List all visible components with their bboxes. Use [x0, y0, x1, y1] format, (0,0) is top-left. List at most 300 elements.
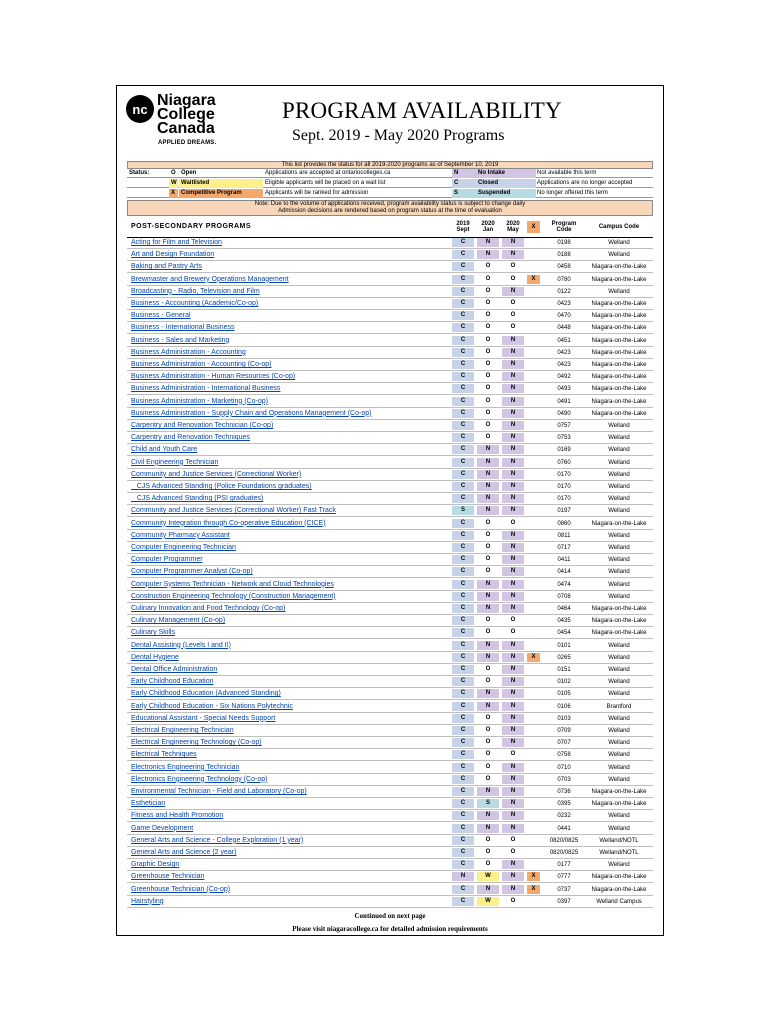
table-row — [127, 444, 653, 456]
program-link[interactable]: Culinary Innovation and Food Technology (Co-op) — [131, 605, 286, 612]
program-link[interactable]: Early Childhood Education (Advanced Standing) — [131, 690, 281, 698]
status-jan: O — [485, 629, 491, 636]
status-jan: N — [477, 653, 499, 662]
status-may: N — [502, 494, 524, 503]
status-sept: C — [452, 372, 474, 381]
status-jan: O — [485, 861, 491, 868]
program-link[interactable]: Computer Programmer Analyst (Co-op) — [131, 568, 253, 576]
program-code: 0423 — [557, 362, 571, 368]
program-code: 0492 — [557, 374, 571, 381]
status-may: N — [502, 677, 524, 686]
campus-code: Niagara-on-the-Lake — [591, 886, 647, 893]
table-row — [127, 664, 653, 676]
status-may: O — [510, 897, 516, 904]
program-code: 0423 — [557, 301, 571, 307]
status-may: N — [502, 592, 524, 601]
status-jan: O — [485, 324, 491, 331]
status-may: N — [502, 665, 524, 674]
status-sept: C — [452, 665, 474, 674]
campus-code: Niagara-on-the-Lake — [591, 520, 647, 527]
table-row — [127, 786, 653, 798]
status-sept: C — [452, 848, 474, 857]
status-may: N — [502, 689, 524, 698]
status-jan: O — [485, 531, 491, 538]
status-may: N — [502, 811, 524, 820]
status-sept: C — [452, 689, 474, 698]
status-may: O — [510, 263, 516, 270]
campus-code: Welland — [608, 654, 630, 661]
program-link[interactable]: General Arts and Science - College Exploration (1 year) — [131, 836, 304, 844]
status-jan: O — [485, 409, 491, 416]
program-link[interactable]: Business Administration - Accounting — [131, 348, 246, 356]
campus-code: Niagara-on-the-Lake — [591, 374, 647, 381]
status-jan: O — [485, 275, 491, 282]
program-code: 0717 — [557, 545, 571, 551]
legend-code: C — [452, 179, 476, 188]
status-sept: C — [452, 580, 474, 589]
status-may: N — [502, 360, 524, 369]
table-row — [127, 676, 653, 688]
campus-code: Welland — [608, 691, 630, 698]
status-sept: C — [452, 421, 474, 430]
status-jan: N — [477, 445, 499, 454]
status-jan: O — [485, 348, 491, 355]
status-jan: N — [477, 702, 499, 711]
logo-wordmark — [157, 94, 267, 136]
status-may: N — [502, 409, 524, 418]
status-jan: O — [485, 373, 491, 380]
table-row — [127, 566, 653, 578]
table-row — [127, 249, 653, 261]
header-campus-code: Campus Code — [598, 224, 640, 230]
program-code: 0760 — [557, 459, 571, 466]
page-subtitle: Sept. 2019 - May 2020 Programs — [292, 127, 505, 144]
legend-row — [127, 169, 653, 178]
status-jan: N — [477, 506, 499, 515]
campus-code: Welland — [608, 862, 630, 869]
campus-code: Welland — [608, 679, 630, 686]
program-link[interactable]: Business - Sales and Marketing — [131, 336, 230, 344]
status-may: N — [502, 555, 524, 564]
status-sept: C — [452, 445, 474, 454]
program-code: 0170 — [557, 484, 571, 490]
program-code: 0169 — [557, 447, 571, 454]
status-may: N — [502, 445, 524, 454]
status-jan: O — [485, 434, 491, 441]
status-sept: C — [452, 763, 474, 772]
program-link[interactable]: Construction Engineering Technology (Construction Management) — [131, 592, 336, 600]
program-link[interactable]: Electrical Engineering Technician — [131, 727, 234, 734]
status-may: N — [502, 458, 524, 467]
status-may: N — [502, 604, 524, 613]
campus-code: Niagara-on-the-Lake — [591, 410, 647, 417]
program-code: 0811 — [557, 532, 571, 539]
program-link[interactable]: Electrical Engineering Technology (Co-op) — [131, 739, 262, 747]
program-link[interactable]: Brewmaster and Brewery Operations Management — [131, 275, 289, 283]
campus-code: Welland — [608, 581, 630, 588]
status-jan: O — [485, 312, 491, 319]
campus-code: Welland — [608, 776, 630, 783]
header-jan: 2020 Jan — [481, 221, 495, 233]
table-row — [127, 286, 653, 298]
visit-note: Please visit niagaracollege.ca for detailed admission requirements — [292, 925, 488, 933]
status-sept: C — [452, 519, 474, 528]
table-row — [127, 884, 653, 896]
status-sept: C — [452, 726, 474, 735]
program-link[interactable]: Business - General — [131, 312, 191, 320]
status-jan: O — [485, 422, 491, 428]
status-may: N — [502, 775, 524, 784]
program-code: 0758 — [557, 752, 571, 759]
campus-code: Welland — [608, 288, 630, 295]
status-may: N — [502, 384, 524, 393]
table-row — [127, 652, 653, 664]
campus-code: Niagara-on-the-Lake — [591, 349, 647, 356]
header-may: 2020 May — [506, 221, 520, 233]
status-sept: C — [452, 641, 474, 650]
campus-code: Welland — [608, 471, 630, 478]
table-row — [127, 579, 653, 591]
program-link[interactable]: Carpentry and Renovation Techniques — [131, 434, 250, 442]
table-row — [127, 408, 653, 420]
program-link[interactable]: Community Pharmacy Assistant — [131, 531, 230, 539]
program-code: 0820/0825 — [549, 837, 579, 844]
status-may: N — [502, 506, 524, 515]
table-row — [127, 762, 653, 774]
status-may: N — [502, 336, 524, 345]
program-code: 0757 — [557, 423, 571, 429]
program-link[interactable]: Broadcasting - Radio, Television and Film — [131, 287, 260, 295]
status-sept: C — [452, 433, 474, 442]
status-sept: C — [452, 702, 474, 711]
program-link[interactable]: Computer Engineering Technician — [131, 544, 236, 551]
program-link[interactable]: Community and Justice Services (Correctional Worker) Fast Track — [131, 507, 336, 515]
program-link[interactable]: Early Childhood Education - Six Nations Polytechnic — [131, 702, 293, 710]
campus-code: Niagara-on-the-Lake — [591, 874, 647, 881]
header-programs: POST-SECONDARY PROGRAMS — [131, 223, 252, 230]
status-may: N — [502, 885, 524, 894]
program-link[interactable]: Game Development — [131, 824, 194, 832]
status-may: N — [502, 787, 524, 796]
status-sept: C — [452, 409, 474, 418]
campus-code: Welland — [608, 252, 630, 259]
program-link[interactable]: Carpentry and Renovation Technician (Co-op) — [131, 422, 274, 429]
status-may: N — [502, 372, 524, 381]
table-row — [127, 322, 653, 334]
status-may: N — [502, 714, 524, 723]
legend-status-label: Status: — [129, 170, 150, 176]
status-jan: N — [477, 580, 499, 589]
legend-code: S — [452, 189, 476, 198]
campus-code: Welland — [608, 715, 630, 722]
program-code: 0151 — [557, 667, 571, 673]
status-jan: O — [485, 666, 491, 672]
program-code: 0454 — [557, 630, 571, 637]
campus-code: Welland — [608, 593, 630, 600]
program-link[interactable]: Computer Programmer — [131, 556, 203, 564]
campus-code: Welland — [608, 667, 630, 673]
legend-row — [127, 189, 653, 198]
program-link[interactable]: Business Administration - Human Resources (Co-op) — [131, 373, 296, 381]
status-may: N — [502, 482, 524, 491]
legend-code: N — [452, 169, 476, 178]
status-jan: N — [477, 689, 499, 698]
program-code: 0780 — [557, 276, 571, 283]
campus-code: Welland — [608, 825, 630, 832]
campus-code: Welland — [608, 740, 630, 747]
program-link[interactable]: Early Childhood Education — [131, 678, 214, 686]
campus-code: Niagara-on-the-Lake — [591, 386, 647, 393]
table-row — [127, 371, 653, 383]
status-sept: C — [452, 628, 474, 637]
status-sept: C — [452, 494, 474, 503]
program-code: 0188 — [557, 252, 571, 259]
competitive-mark: X — [527, 872, 540, 881]
program-code: 0820/0825 — [549, 850, 579, 856]
program-code: 0395 — [557, 801, 571, 808]
table-row — [127, 237, 653, 249]
program-link[interactable]: Art and Design Foundation — [131, 251, 215, 259]
program-link[interactable]: Business Administration - Marketing (Co-op) — [131, 397, 268, 405]
program-link[interactable]: Culinary Skills — [131, 629, 175, 637]
program-code: 0709 — [557, 728, 571, 734]
campus-code: Welland/NOTL — [599, 850, 639, 856]
status-jan: N — [477, 458, 499, 467]
campus-code: Welland — [608, 752, 630, 759]
status-jan: O — [485, 617, 491, 624]
status-may: O — [510, 300, 516, 306]
status-may: N — [502, 824, 524, 833]
status-sept: C — [452, 360, 474, 369]
status-sept: C — [452, 787, 474, 796]
campus-code: Niagara-on-the-Lake — [591, 337, 647, 344]
campus-code: Welland — [608, 545, 630, 551]
status-may: N — [502, 397, 524, 406]
program-link[interactable]: Business Administration - Supply Chain and Operations Management (Co-op) — [131, 409, 372, 417]
table-row — [127, 432, 653, 444]
table-row — [127, 420, 653, 432]
table-row — [127, 493, 653, 505]
status-sept: C — [452, 250, 474, 259]
campus-code: Welland/NOTL — [599, 837, 639, 844]
program-code: 0451 — [557, 337, 571, 344]
program-link[interactable]: Community Integration through Co-operative Education (CICE) — [131, 519, 326, 527]
campus-code: Brantford — [606, 703, 632, 710]
program-link[interactable]: Electronics Engineering Technician — [131, 763, 240, 771]
status-sept: C — [452, 384, 474, 393]
status-sept: C — [452, 262, 474, 271]
status-sept: C — [452, 616, 474, 625]
campus-code: Welland — [608, 813, 630, 820]
program-link[interactable]: CJS Advanced Standing (Police Foundations graduates) — [131, 483, 312, 490]
program-link[interactable]: Dental Office Administration — [131, 666, 218, 673]
campus-code: Welland — [608, 240, 630, 246]
status-jan: O — [485, 727, 491, 733]
status-jan: O — [485, 300, 491, 306]
program-code: 0448 — [557, 325, 571, 332]
program-link[interactable]: Culinary Management (Co-op) — [131, 617, 226, 625]
status-sept: S — [452, 506, 474, 515]
status-jan: S — [477, 799, 499, 808]
table-row — [127, 298, 653, 310]
campus-code: Niagara-on-the-Lake — [591, 618, 647, 625]
status-may: O — [510, 617, 516, 624]
table-row — [127, 505, 653, 517]
status-jan: O — [485, 397, 491, 404]
status-sept: C — [452, 458, 474, 467]
program-link[interactable]: Electronics Engineering Technology (Co-op) — [131, 775, 268, 783]
campus-code: Welland — [608, 447, 630, 454]
program-link[interactable]: Esthetician — [131, 800, 166, 808]
niagara-college-logo-icon — [126, 95, 154, 123]
program-code: 0753 — [557, 435, 571, 442]
legend-description: Not available this term — [537, 170, 597, 176]
competitive-mark: X — [527, 885, 540, 894]
legend-label: Waitlisted — [179, 179, 263, 188]
status-jan: O — [485, 544, 491, 550]
legend-description: Applicants will be ranked for admission — [265, 190, 369, 196]
table-row — [127, 627, 653, 639]
program-link[interactable]: Community and Justice Services (Correctional Worker) — [131, 470, 302, 478]
status-jan: W — [477, 872, 499, 881]
program-link[interactable]: Hairstyling — [131, 897, 164, 905]
program-code: 0435 — [557, 618, 571, 625]
program-link[interactable]: Fitness and Health Promotion — [131, 812, 224, 820]
program-link[interactable]: Greenhouse Technician — [131, 873, 205, 881]
table-row — [127, 396, 653, 408]
logo-tagline: APPLIED DREAMS. — [158, 140, 217, 146]
program-code: 0464 — [557, 606, 571, 612]
status-legend — [127, 169, 653, 199]
program-code: 0101 — [557, 642, 571, 649]
program-code: 0170 — [557, 471, 571, 478]
program-link[interactable]: Business Administration - Accounting (Co-op) — [131, 361, 272, 368]
status-sept: C — [452, 336, 474, 345]
legend-description: Applications are no longer accepted — [537, 180, 633, 186]
campus-code: Niagara-on-the-Lake — [591, 398, 647, 405]
program-code: 0103 — [557, 715, 571, 722]
status-jan: N — [477, 641, 499, 650]
status-may: N — [502, 702, 524, 711]
status-jan: N — [477, 592, 499, 601]
table-row — [127, 798, 653, 810]
program-link[interactable]: Electrical Techniques — [131, 751, 197, 759]
status-jan: N — [477, 885, 499, 894]
campus-code: Welland — [608, 496, 630, 503]
status-jan: O — [485, 739, 491, 746]
program-code: 0414 — [557, 569, 571, 576]
status-jan: O — [485, 763, 491, 770]
program-code: 0458 — [557, 264, 571, 271]
campus-code: Welland — [608, 435, 630, 442]
status-jan: O — [485, 519, 491, 526]
campus-code: Niagara-on-the-Lake — [591, 801, 647, 808]
status-jan: N — [477, 824, 499, 833]
status-sept: C — [452, 799, 474, 808]
status-date-banner: This list provides the status for all 2019-2020 programs as of September 10, 2019 — [127, 161, 653, 169]
legend-code: X — [169, 189, 178, 198]
program-link[interactable]: Greenhouse Technician (Co-op) — [131, 885, 231, 893]
table-row — [127, 518, 653, 530]
program-code: 0102 — [557, 679, 571, 686]
program-link[interactable]: Civil Engineering Technician — [131, 458, 219, 466]
table-row — [127, 457, 653, 469]
table-row — [127, 725, 653, 737]
campus-code: Welland — [608, 642, 630, 649]
program-code: 0441 — [557, 825, 571, 832]
status-may: N — [502, 543, 524, 552]
status-sept: C — [452, 275, 474, 284]
program-code: 0490 — [557, 410, 571, 417]
table-row — [127, 701, 653, 713]
program-link[interactable]: Business Administration - International Business — [131, 385, 281, 393]
status-sept: C — [452, 311, 474, 320]
legend-code: W — [171, 180, 177, 186]
program-link[interactable]: Environmental Technician - Field and Laboratory (Co-op) — [131, 788, 307, 795]
status-jan: O — [485, 385, 491, 392]
table-row — [127, 615, 653, 627]
status-sept: C — [452, 775, 474, 784]
status-jan: O — [485, 287, 491, 294]
campus-code: Welland — [608, 728, 630, 734]
table-row — [127, 749, 653, 761]
program-link[interactable]: Computer Systems Technician - Network and Cloud Technologies — [131, 580, 334, 588]
table-row — [127, 554, 653, 566]
program-link[interactable]: General Arts and Science (2 year) — [131, 849, 237, 856]
campus-code: Niagara-on-the-Lake — [591, 789, 647, 795]
campus-code: Welland — [608, 423, 630, 429]
program-code: 0198 — [557, 240, 571, 246]
status-jan: W — [477, 897, 499, 906]
status-sept: C — [452, 604, 474, 613]
table-row — [127, 383, 653, 395]
status-sept: C — [452, 592, 474, 601]
program-code: 0710 — [557, 764, 571, 771]
program-link[interactable]: Dental Hygiene — [131, 653, 179, 661]
program-link[interactable]: Business - Accounting (Academic/Co-op) — [131, 300, 259, 307]
program-link[interactable]: CJS Advanced Standing (PSI graduates) — [131, 495, 264, 503]
status-sept: C — [452, 531, 474, 540]
status-sept: C — [452, 677, 474, 686]
program-code: 0491 — [557, 398, 571, 405]
program-link[interactable]: Business - International Business — [131, 324, 235, 332]
legend-label: No Intake — [476, 169, 536, 178]
campus-code: Welland — [608, 764, 630, 771]
program-link[interactable]: Graphic Design — [131, 861, 180, 869]
campus-code: Niagara-on-the-Lake — [591, 362, 647, 368]
program-link[interactable]: Dental Assisting (Levels I and II) — [131, 641, 231, 649]
campus-code: Niagara-on-the-Lake — [591, 606, 647, 612]
logo-mark-text: nc — [132, 101, 148, 117]
program-link[interactable]: Acting for Film and Television — [131, 239, 222, 246]
program-link[interactable]: Baking and Pastry Arts — [131, 263, 202, 271]
program-code: 0474 — [557, 581, 571, 588]
page-title: PROGRAM AVAILABILITY — [282, 98, 562, 123]
status-jan: O — [485, 751, 491, 758]
table-row — [127, 896, 653, 908]
program-code: 0265 — [557, 654, 571, 661]
campus-code: Niagara-on-the-Lake — [591, 264, 647, 271]
table-row — [127, 823, 653, 835]
status-may: O — [510, 519, 516, 526]
status-may: O — [510, 849, 516, 855]
table-row — [127, 835, 653, 847]
table-row — [127, 713, 653, 725]
program-link[interactable]: Child and Youth Care — [131, 446, 198, 454]
program-link[interactable]: Educational Assistant - Special Needs Support — [131, 714, 276, 722]
status-jan: O — [485, 836, 491, 843]
status-may: N — [502, 250, 524, 259]
